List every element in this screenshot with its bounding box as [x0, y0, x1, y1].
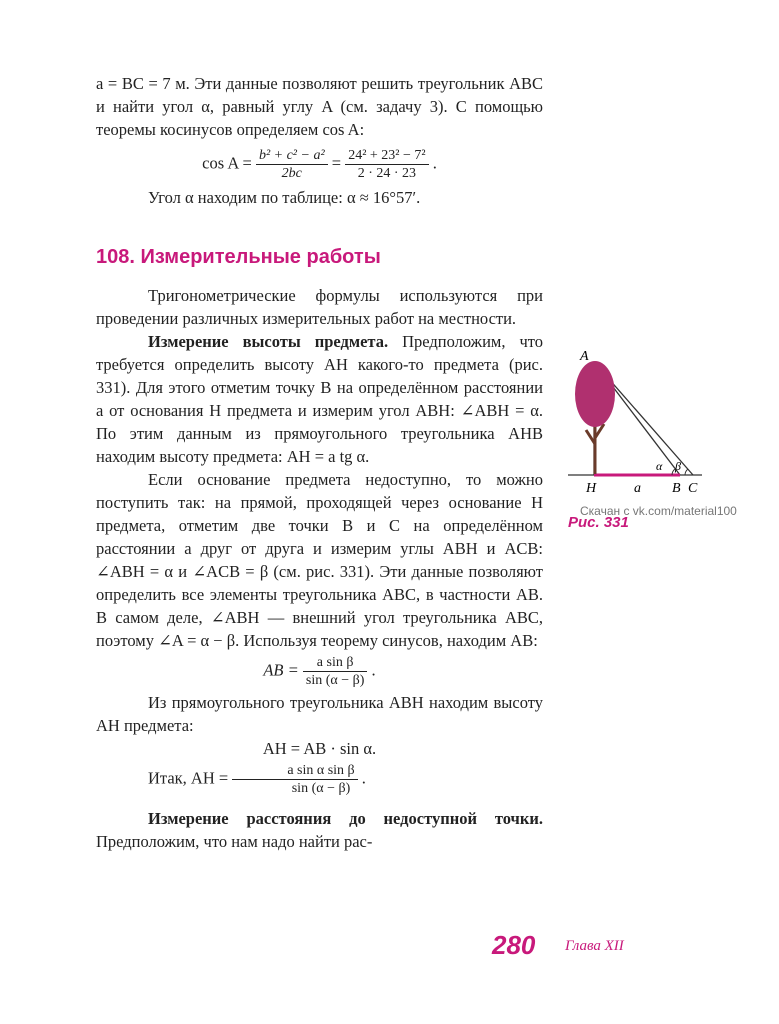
- formula-equals: =: [331, 153, 342, 173]
- paragraph-distance-text: Предположим, что нам надо найти рас-: [96, 832, 373, 851]
- fraction-5-numerator: a sin α sin β: [232, 762, 357, 780]
- figure-angle-beta-arc: [685, 469, 688, 475]
- formula-end: .: [432, 153, 437, 173]
- formula-cosine: [96, 147, 543, 182]
- formula-ah: AH = AB · sin α.: [262, 739, 377, 758]
- fraction-2-denominator: 2 · 24 · 23: [357, 166, 417, 181]
- fraction-1: [256, 147, 328, 182]
- fraction-5-denominator: sin (α − β): [291, 781, 351, 796]
- top-block: [96, 72, 543, 209]
- figure-label-alpha: α: [656, 459, 663, 473]
- heading-distance: Измерение расстояния до недоступной точки.: [148, 809, 543, 828]
- figure-label-beta: β: [675, 459, 681, 473]
- paragraph-right-triangle: Из прямоугольного треугольника ABH находим высоту AH предмета:: [96, 693, 543, 735]
- fraction-2-numerator: 24² + 23² − 7²: [345, 147, 428, 165]
- fraction-5: [232, 762, 357, 797]
- paragraph-angle: Угол α находим по таблице: α ≈ 16°57′.: [148, 188, 421, 207]
- formula-result-end: .: [361, 768, 366, 788]
- paragraph-height-text: Предположим, что требуется определить высоту AH какого-то предмета (рис. 331). Для этого отметим точку B на определённом расстоянии a от основания H предмета и измерим угол ABH: ∠ABH = α. По этим данным из прямоугольного треугольника AHB находим высоту предмета: AH = a tg α.: [96, 332, 543, 466]
- figure-label-c: C: [688, 481, 698, 496]
- paragraph-inaccessible: Если основание предмета недоступно, то можно поступить так: на прямой, проходящей через основание H предмета, отметим две точки B и C на определённом расстоянии a друг от друга и измерим углы ABH и ACB: ∠ABH = α и ∠ACB = β (см. рис. 331). Эти данные позволяют определить все элементы треугольника ABC, в частности AB. В самом деле, ∠ABH — внешний угол треугольника ABC, поэтому ∠A = α − β. Используя теорему синусов, находим AB:: [96, 470, 543, 650]
- paragraph-height: [96, 330, 543, 468]
- formula-lhs: cos A =: [202, 153, 252, 173]
- figure-tree-crown: [575, 361, 615, 427]
- formula-ab: [96, 654, 543, 689]
- section-heading: 108. Измерительные работы: [96, 246, 381, 268]
- fraction-2: [345, 147, 428, 182]
- fraction-3: [303, 654, 368, 689]
- heading-height: Измерение высоты предмета.: [148, 332, 389, 351]
- page-number: 280: [492, 930, 536, 960]
- formula-result: [96, 762, 543, 797]
- chapter-label: Глава XII: [565, 938, 624, 954]
- watermark: Скачан с vk.com/material100: [580, 504, 737, 518]
- figure-label-a-vertex: A: [580, 349, 589, 364]
- paragraph-distance: [96, 807, 543, 853]
- paragraph-top: a = BC = 7 м. Эти данные позволяют решить треугольник ABC и найти угол α, равный углу A (см. задачу 3). С помощью теоремы косинусов определяем cos A:: [96, 74, 543, 139]
- figure-331: [562, 344, 712, 504]
- figure-caption: Рис. 331: [568, 514, 629, 531]
- paragraph-intro: Тригонометрические формулы используются при проведении различных измерительных работ на местности.: [96, 286, 543, 328]
- main-text: [96, 284, 543, 853]
- fraction-3-numerator: a sin β: [303, 654, 368, 672]
- fraction-1-numerator: b² + c² − a²: [256, 147, 328, 165]
- formula-ab-end: .: [371, 660, 376, 680]
- formula-result-lhs: Итак, AH =: [148, 768, 229, 788]
- figure-label-b: B: [672, 481, 681, 496]
- fraction-3-denominator: sin (α − β): [305, 673, 365, 688]
- figure-label-a-side: a: [634, 481, 641, 496]
- formula-ab-lhs: AB =: [263, 660, 299, 680]
- figure-label-h: H: [586, 481, 597, 496]
- fraction-1-denominator: 2bc: [281, 166, 302, 181]
